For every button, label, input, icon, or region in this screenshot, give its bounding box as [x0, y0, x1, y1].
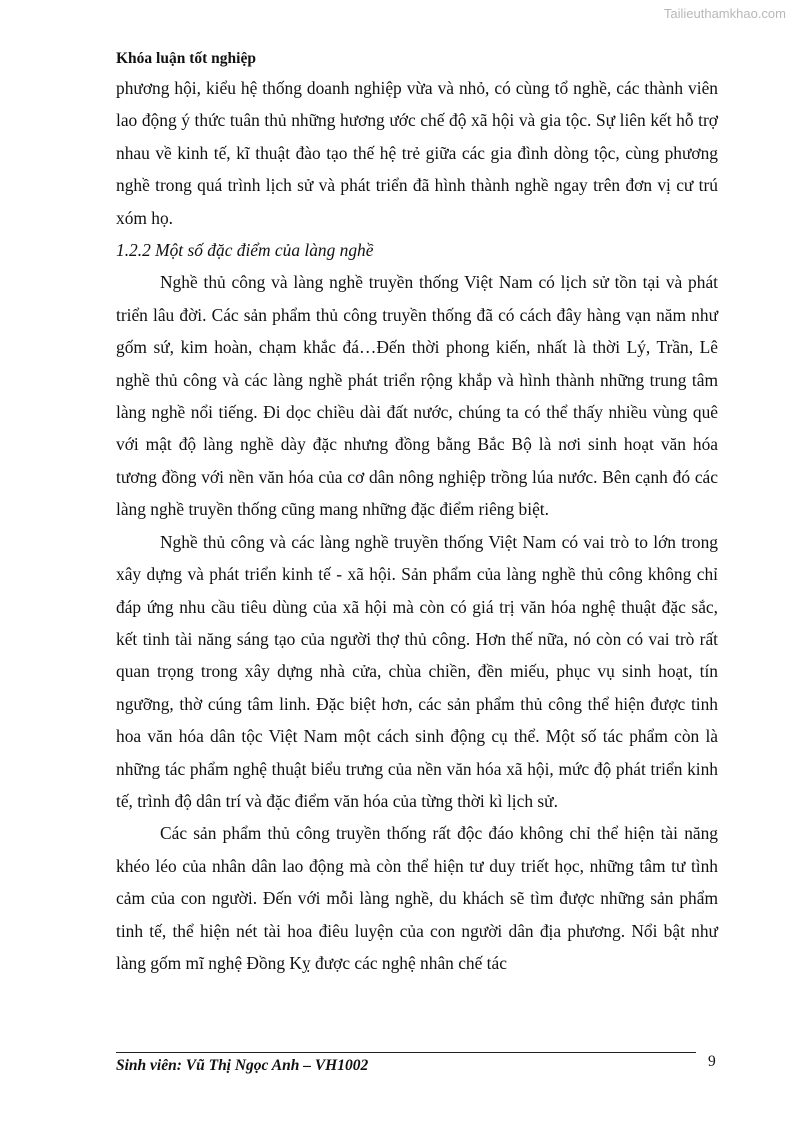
footer-divider	[116, 1052, 696, 1053]
section-heading: 1.2.2 Một số đặc điểm của làng nghề	[116, 240, 374, 261]
continued-paragraph: phương hội, kiểu hệ thống doanh nghiệp vừa và nhỏ, có cùng tổ nghề, các thành viên lao động ý thức tuân thủ những hương ước chế độ xã hội và gia tộc. Sự liên kết hỗ trợ nhau về kinh tế, kĩ thuật đào tạo thế hệ trẻ giữa các gia đình dòng tộc, cùng phương nghề trong quá trình lịch sử và phát triển đã hình thành nghề ngay trên đơn vị cư trú xóm họ.	[116, 78, 718, 228]
body-paragraph-1: Nghề thủ công và làng nghề truyền thống Việt Nam có lịch sử tồn tại và phát triển lâu đời. Các sản phẩm thủ công truyền thống đã có cách đây hàng vạn năm như gốm sứ, kim hoàn, chạm khắc đá…Đến thời phong kiến, nhất là thời Lý, Trần, Lê nghề thủ công và các làng nghề phát triển rộng khắp và hình thành những trung tâm làng nghề nổi tiếng. Đi dọc chiều dài đất nước, chúng ta có thể thấy nhiều vùng quê với mật độ làng nghề dày đặc nhưng đồng bằng Bắc Bộ là nơi sinh hoạt văn hóa tương đồng với nền văn hóa của cơ dân nông nghiệp trồng lúa nước. Bên cạnh đó các làng nghề truyền thống cũng mang những đặc điểm riêng biệt.	[116, 272, 718, 520]
body-paragraph-2: Nghề thủ công và các làng nghề truyền thống Việt Nam có vai trò to lớn trong xây dựng và phát triển kinh tế - xã hội. Sản phẩm của làng nghề thủ công không chỉ đáp ứng nhu cầu tiêu dùng của xã hội mà còn có giá trị văn hóa nghệ thuật đặc sắc, kết tinh tài năng sáng tạo của người thợ thủ công. Hơn thế nữa, nó còn có vai trò rất quan trọng trong xây dựng nhà cửa, chùa chiền, đền miếu, phục vụ sinh hoạt, tín ngưỡng, thờ cúng tâm linh. Đặc biệt hơn, các sản phẩm thủ công thể hiện được tinh hoa văn hóa dân tộc Việt Nam một cách sinh động cụ thể. Một số tác phẩm còn là những tác phẩm nghệ thuật biểu trưng của nền văn hóa xã hội, mức độ phát triển kinh tế, trình độ dân trí và đặc điểm văn hóa của từng thời kì lịch sử.	[116, 531, 718, 811]
document-body	[116, 72, 718, 979]
footer-author: Sinh viên: Vũ Thị Ngọc Anh – VH1002	[116, 1057, 369, 1074]
watermark-text: Tailieuthamkhao.com	[663, 6, 786, 21]
body-paragraph-3: Các sản phẩm thủ công truyền thống rất độc đáo không chỉ thể hiện tài năng khéo léo của nhân dân lao động mà còn thể hiện tư duy triết học, những tâm tư tình cảm của con người. Đến với mỗi làng nghề, du khách sẽ tìm được những sản phẩm tinh tế, thể hiện nét tài hoa điêu luyện của con người dân địa phương. Nổi bật như làng gốm mĩ nghệ Đồng Kỵ được các nghệ nhân chế tác	[116, 823, 718, 973]
page-number: 9	[708, 1053, 716, 1070]
page-header-title: Khóa luận tốt nghiệp	[116, 50, 256, 67]
